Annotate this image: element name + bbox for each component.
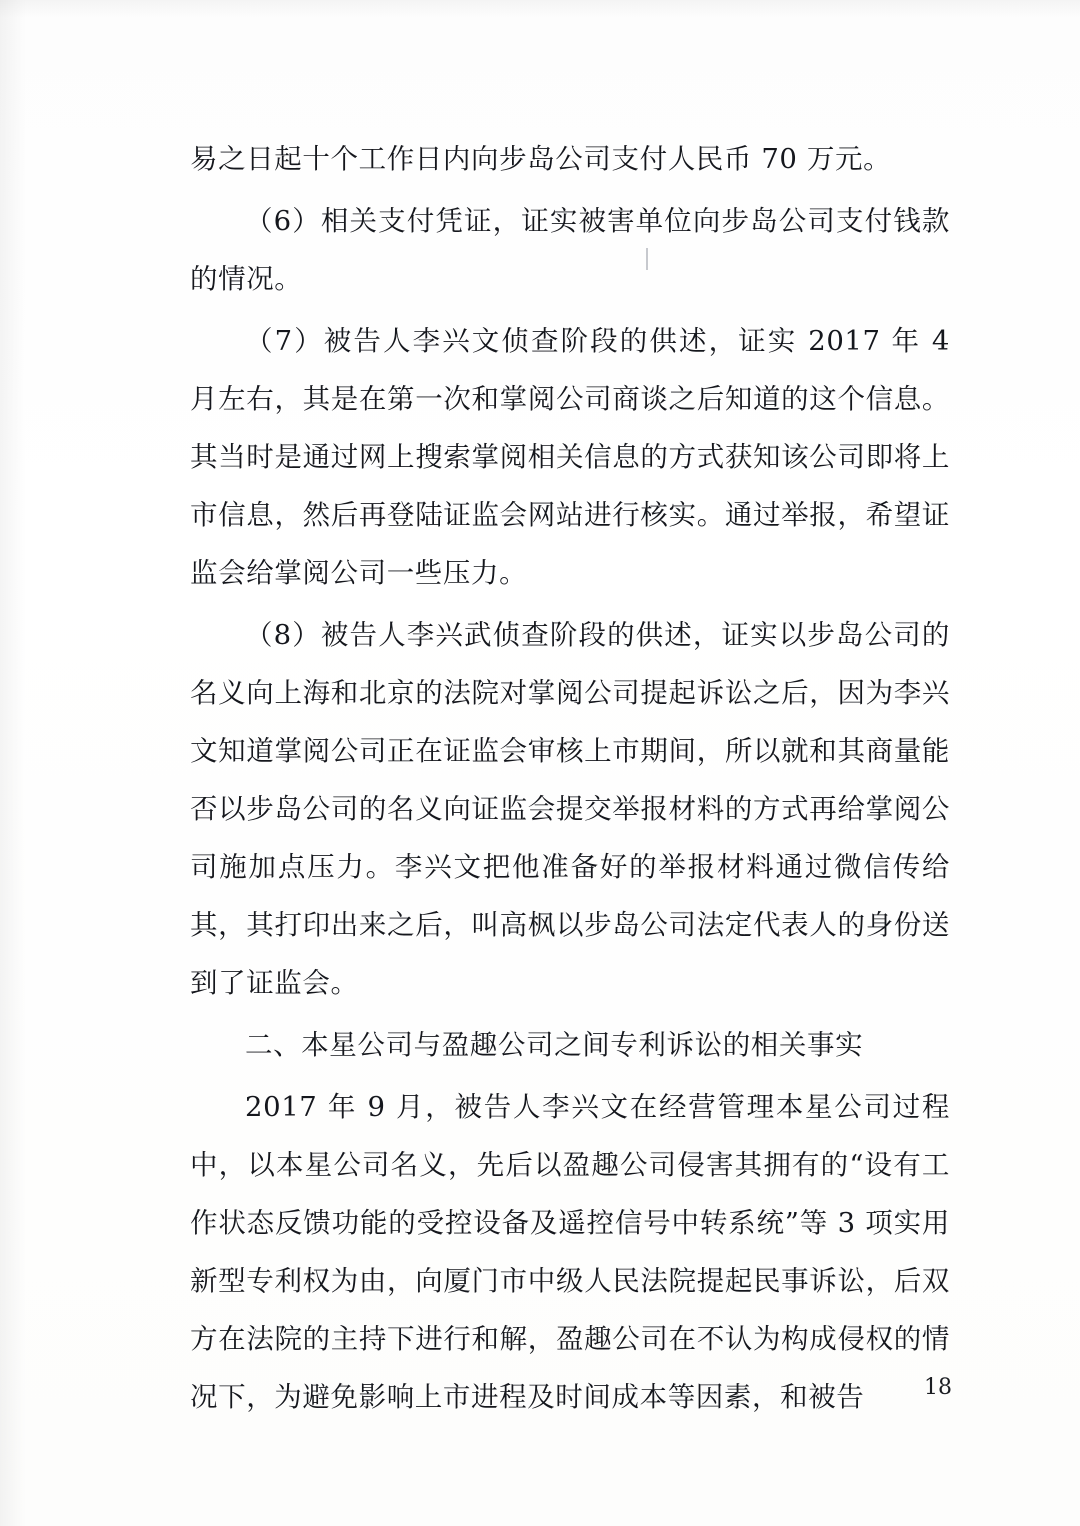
paragraph-section-two-body: 2017 年 9 月，被告人李兴文在经营管理本星公司过程中，以本星公司名义，先后以盈趣公司侵害其拥有的“设有工作状态反馈功能的受控设备及遥控信号中转系统”等 3 项实用新型专利权为由，向厦门市中级人民法院提起民事诉讼，后双方在法院的主持下进行和解，盈趣公司在不认为构成侵权的情况下，为避免影响上市进程及时间成本等因素，和被告 <box>190 1091 950 1413</box>
paragraph-item-7: （7）被告人李兴文侦查阶段的供述，证实 2017 年 4 月左右，其是在第一次和掌阅公司商谈之后知道的这个信息。其当时是通过网上搜索掌阅相关信息的方式获知该公司即将上市信息，然后再登陆证监会网站进行核实。通过举报，希望证监会给掌阅公司一些压力。 <box>190 325 950 589</box>
paragraph-item-6: （6）相关支付凭证，证实被害单位向步岛公司支付钱款的情况。 <box>190 205 950 295</box>
paragraph-continued: 易之日起十个工作日内向步岛公司支付人民币 70 万元。 <box>190 143 892 175</box>
page-number: 18 <box>924 1375 952 1400</box>
page-edge-shadow-top <box>0 0 1080 18</box>
document-body <box>190 130 950 1426</box>
paragraph-item-8: （8）被告人李兴武侦查阶段的供述，证实以步岛公司的名义向上海和北京的法院对掌阅公司提起诉讼之后，因为李兴文知道掌阅公司正在证监会审核上市期间，所以就和其商量能否以步岛公司的名义向证监会提交举报材料的方式再给掌阅公司施加点压力。李兴文把他准备好的举报材料通过微信传给其，其打印出来之后，叫高枫以步岛公司法定代表人的身份送到了证监会。 <box>190 619 950 999</box>
section-heading-two: 二、本星公司与盈趣公司之间专利诉讼的相关事实 <box>245 1029 864 1061</box>
page-edge-shadow-left <box>0 0 26 1526</box>
page-text-column <box>190 130 950 1430</box>
